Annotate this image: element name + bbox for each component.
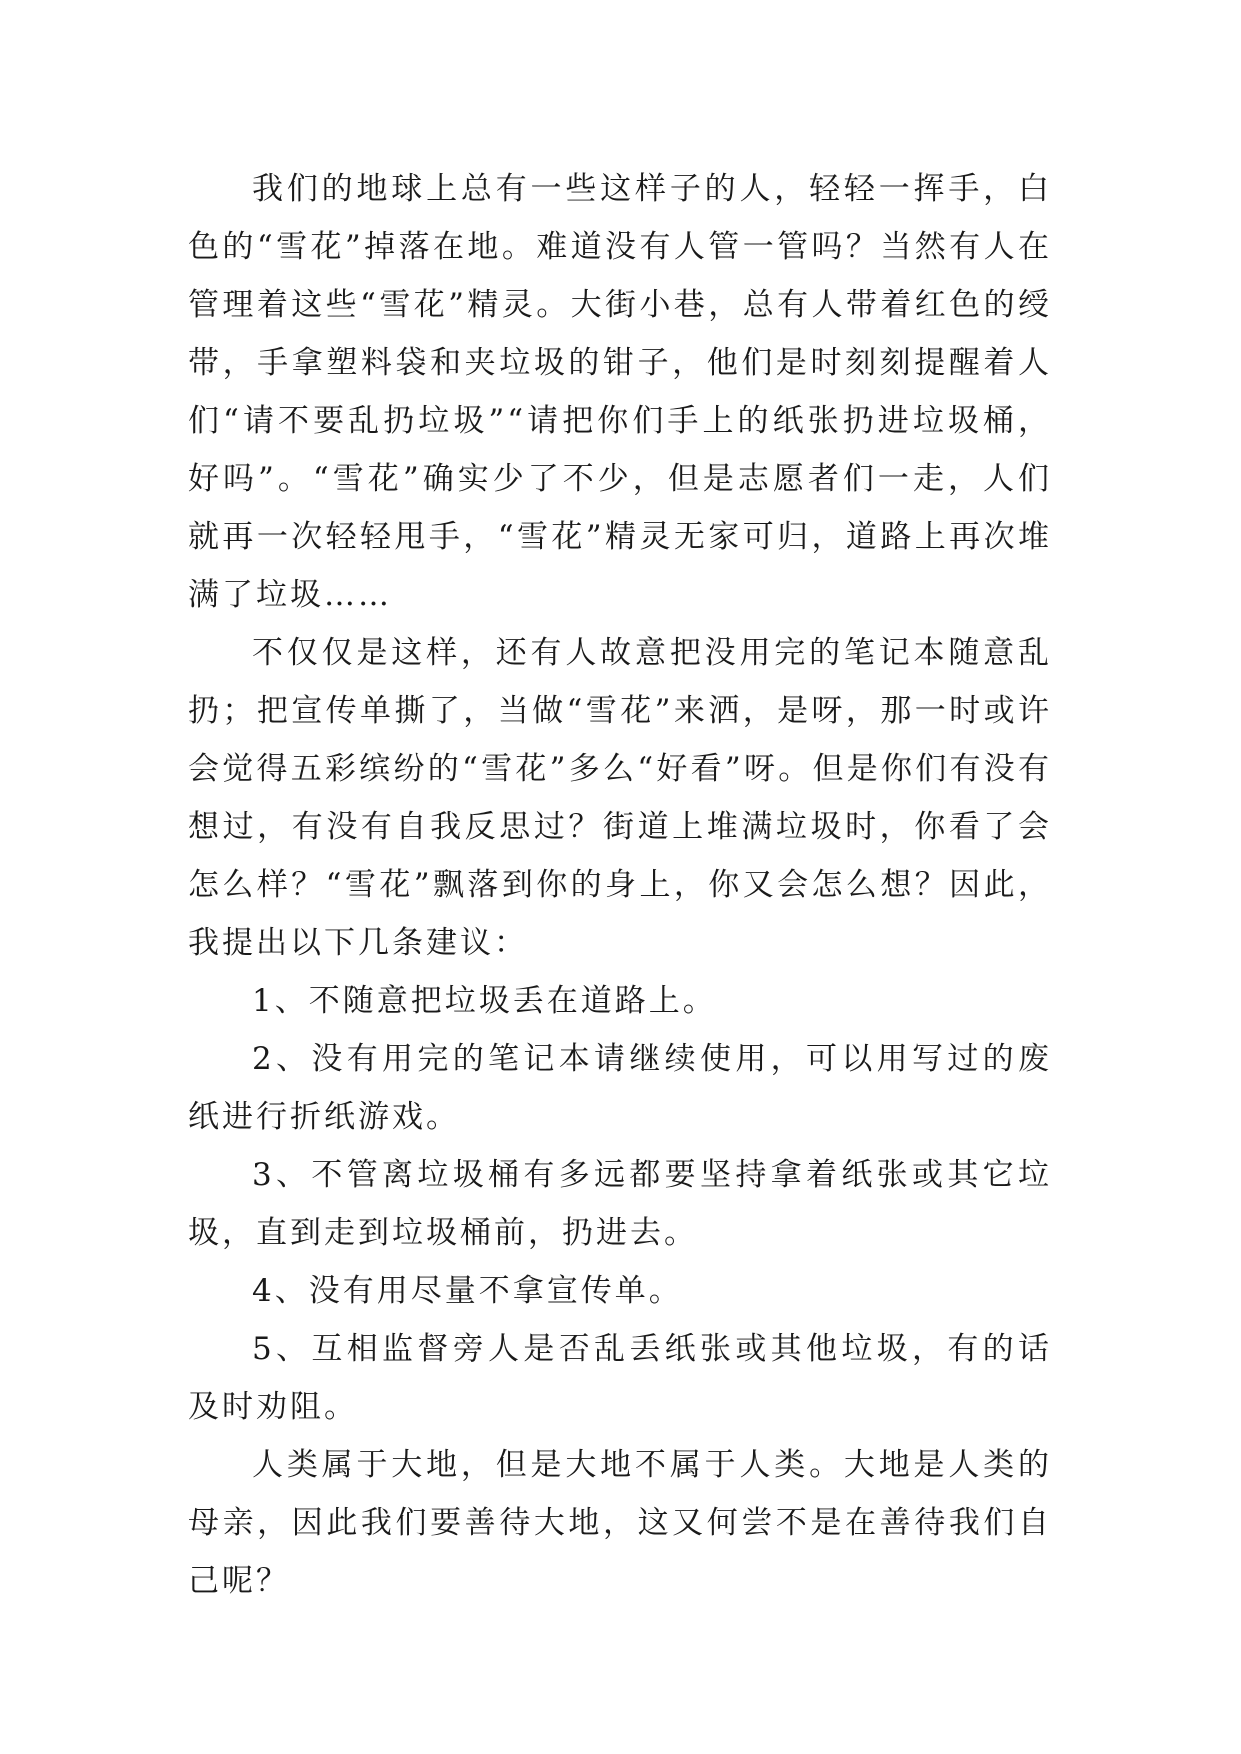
paragraph-conclusion: 人类属于大地，但是大地不属于人类。大地是人类的母亲，因此我们要善待大地，这又何尝不是在善待我们自己呢？ (188, 1447, 1052, 1599)
paragraph-intro: 我们的地球上总有一些这样子的人，轻轻一挥手，白色的“雪花”掉落在地。难道没有人管一管吗？当然有人在管理着这些“雪花”精灵。大街小巷，总有人带着红色的绶带，手拿塑料袋和夹垃圾的钳子，他们是时刻刻提醒着人们“请不要乱扔垃圾”“请把你们手上的纸张扔进垃圾桶，好吗”。“雪花”确实少了不少，但是志愿者们一走，人们就再一次轻轻甩手，“雪花”精灵无家可归，道路上再次堆满了垃圾…… (188, 171, 1052, 613)
suggestion-3: 3、不管离垃圾桶有多远都要坚持拿着纸张或其它垃圾，直到走到垃圾桶前，扔进去。 (188, 1157, 1052, 1251)
suggestion-4: 4、没有用尽量不拿宣传单。 (252, 1273, 683, 1309)
document-body (188, 160, 1052, 1610)
suggestion-1: 1、不随意把垃圾丢在道路上。 (252, 983, 717, 1019)
suggestion-2: 2、没有用完的笔记本请继续使用，可以用写过的废纸进行折纸游戏。 (188, 1041, 1052, 1135)
suggestion-5: 5、互相监督旁人是否乱丢纸张或其他垃圾，有的话及时劝阻。 (188, 1331, 1052, 1425)
paragraph-problem: 不仅仅是这样，还有人故意把没用完的笔记本随意乱扔；把宣传单撕了，当做“雪花”来洒，是呀，那一时或许会觉得五彩缤纷的“雪花”多么“好看”呀。但是你们有没有想过，有没有自我反思过？街道上堆满垃圾时，你看了会怎么样？“雪花”飘落到你的身上，你又会怎么想？因此，我提出以下几条建议： (188, 635, 1052, 961)
